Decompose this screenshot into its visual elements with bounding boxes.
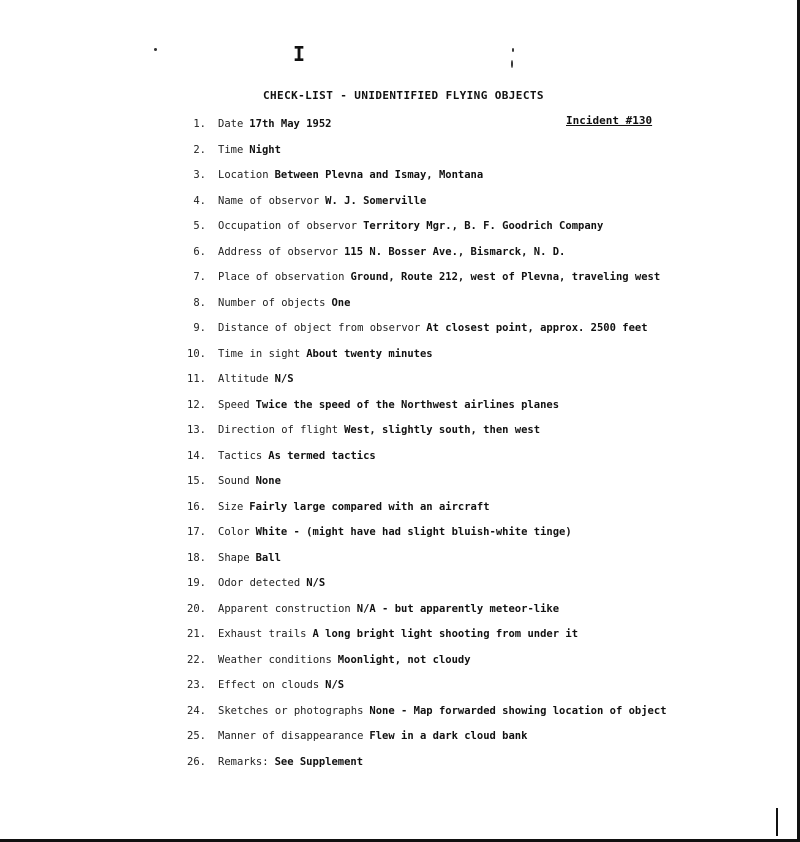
row-label: Sound [218,475,250,487]
checklist-row [170,398,730,424]
row-number: 14. [187,449,206,462]
checklist-row [170,576,730,602]
checklist-row [170,653,730,679]
row-label: Place of observation [218,271,345,283]
row-value: N/A - but apparently meteor-like [356,602,560,615]
row-number: 9. [193,322,206,334]
row-label: Weather conditions [218,653,332,666]
checklist-row [170,143,730,169]
row-number: 12. [187,398,206,411]
speck [511,60,513,68]
row-value: Flew in a dark cloud bank [369,730,528,742]
checklist-row [170,372,730,398]
row-label: Time in sight [218,347,301,360]
row-label: Remarks: [218,755,269,768]
row-label: Apparent construction [218,602,351,615]
row-number: 23. [187,679,206,691]
row-label: Number of objects [218,296,326,309]
row-value: N/S [325,679,345,691]
row-value: At closest point, approx. 2500 feet [426,322,648,334]
row-number: 21. [187,628,206,640]
checklist [170,117,730,780]
incident-number: Incident #130 [566,114,653,127]
row-label: Tactics [218,449,263,462]
checklist-row [170,347,730,373]
row-value: West, slightly south, then west [344,424,541,436]
checklist-row [170,219,730,245]
row-label: Speed [218,398,250,411]
row-label: Direction of flight [218,424,339,436]
row-number: 8. [193,296,206,309]
row-value: N/S [274,373,294,385]
row-label: Shape [218,551,250,564]
top-mark: I [293,42,306,66]
row-label: Color [218,526,250,538]
row-label: Address of observor [218,245,339,258]
row-value: None - Map forwarded showing location of object [369,704,667,717]
row-value: None [255,475,281,487]
row-label: Odor detected [218,577,301,589]
row-number: 25. [187,730,206,742]
row-value: N/S [306,577,326,589]
checklist-row [170,245,730,271]
row-number: 5. [193,220,206,232]
checklist-row [170,117,730,143]
row-value: See Supplement [274,755,364,768]
checklist-row [170,321,730,347]
row-label: Size [218,500,244,513]
row-number: 22. [187,653,206,666]
row-value: Between Plevna and Ismay, Montana [274,169,484,181]
row-label: Distance of object from observor [218,322,421,334]
checklist-row [170,296,730,322]
checklist-row [170,500,730,526]
row-label: Sketches or photographs [218,704,364,717]
row-number: 1. [193,118,206,130]
checklist-row [170,729,730,755]
row-number: 10. [187,347,206,360]
row-label: Exhaust trails [218,628,307,640]
row-number: 18. [187,551,206,564]
checklist-row [170,168,730,194]
checklist-row [170,525,730,551]
row-value: As termed tactics [268,449,376,462]
row-number: 15. [187,475,206,487]
row-number: 11. [187,373,206,385]
checklist-row [170,194,730,220]
checklist-row [170,551,730,577]
row-label: Date [218,118,244,130]
row-value: W. J. Somerville [325,194,427,207]
row-value: 115 N. Bosser Ave., Bismarck, N. D. [344,245,566,258]
checklist-row [170,270,730,296]
checklist-row [170,755,730,781]
row-label: Location [218,169,269,181]
row-number: 13. [187,424,206,436]
row-value: Territory Mgr., B. F. Goodrich Company [363,220,604,232]
row-value: Moonlight, not cloudy [337,653,471,666]
checklist-row [170,449,730,475]
row-value: Night [249,143,281,156]
checklist-row [170,474,730,500]
row-number: 6. [193,245,206,258]
row-value: 17th May 1952 [249,118,332,130]
row-number: 17. [187,526,206,538]
row-value: One [331,296,351,309]
row-number: 19. [187,577,206,589]
row-number: 2. [193,143,206,156]
row-number: 7. [193,271,206,283]
row-number: 3. [193,169,206,181]
row-number: 16. [187,500,206,513]
row-label: Manner of disappearance [218,730,364,742]
row-label: Effect on clouds [218,679,320,691]
checklist-row [170,602,730,628]
checklist-row [170,678,730,704]
speck [154,48,157,51]
checklist-row [170,423,730,449]
document-title: CHECK-LIST - UNIDENTIFIED FLYING OBJECTS [263,89,544,102]
row-label: Occupation of observor [218,220,358,232]
row-value: Ground, Route 212, west of Plevna, traveling west [350,271,661,283]
row-value: A long bright light shooting from under it [312,628,579,640]
row-label: Time [218,143,244,156]
row-label: Altitude [218,373,269,385]
row-number: 4. [193,194,206,207]
row-value: Twice the speed of the Northwest airlines planes [255,398,560,411]
margin-mark [776,808,778,836]
checklist-row [170,627,730,653]
row-value: White - (might have had slight bluish-white tinge) [255,526,572,538]
row-value: Fairly large compared with an aircraft [249,500,490,513]
row-value: About twenty minutes [306,347,433,360]
row-number: 24. [187,704,206,717]
checklist-row [170,704,730,730]
row-number: 26. [187,755,206,768]
speck [512,48,514,52]
row-value: Ball [255,551,281,564]
row-number: 20. [187,602,206,615]
row-label: Name of observor [218,194,320,207]
